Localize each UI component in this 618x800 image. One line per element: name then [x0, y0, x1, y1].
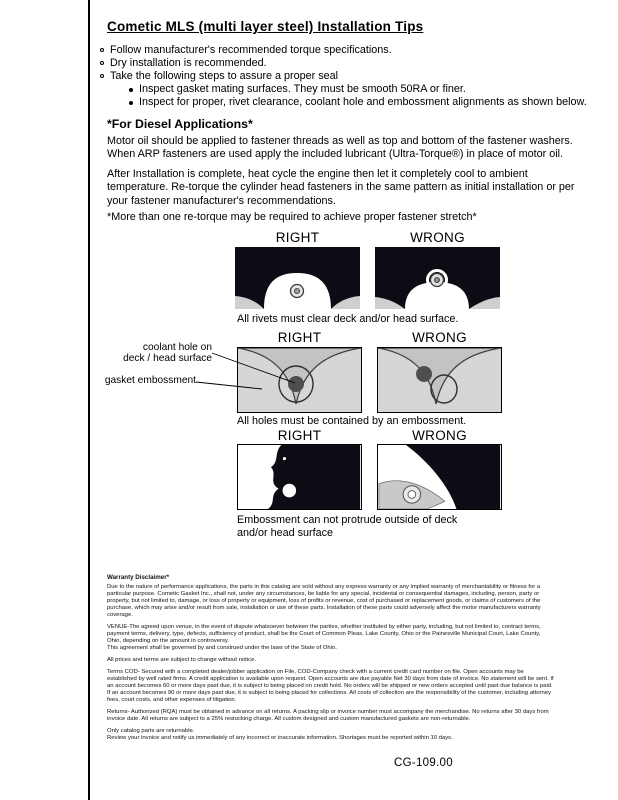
rivet-clear-image: [235, 247, 360, 309]
tip-item: [99, 57, 587, 70]
legal-paragraph: VENUE-The agreed upon venue, in the event of dispute whatsoever between the parties, whether instituted by either party, including, but not limited to, contract terms, payment terms, delivery, type, defects, sufficiency of product, shall be the Court of Common Pleas, Lake County, Ohio or the Painesville Municipal Court, Lake County, Ohio, depending on the amount in controversy.: [107, 624, 541, 644]
embossment-protruding-image: [378, 445, 501, 509]
circle-bullet-icon: [100, 48, 104, 52]
installation-subtips-list: [129, 83, 587, 109]
subtip-text: Inspect for proper, rivet clearance, coolant hole and embossment alignments as shown below.: [139, 96, 587, 108]
embossment-right-diagram: [237, 347, 362, 413]
legal-paragraph: Only catalog parts are returnable.: [107, 728, 195, 734]
retorque-note: *More than one re-torque may be required to achieve proper fastener stretch*: [107, 211, 477, 223]
dot-bullet-icon: [129, 101, 133, 105]
embossment-hole-icon: [283, 484, 297, 498]
callout-line: coolant hole on: [142, 342, 212, 353]
legal-paragraph: Review your invoice and notify us immediately of any incorrect or inaccurate information. Shortages must be reported within 10 days.: [107, 735, 453, 741]
tip-item: [99, 44, 587, 57]
legal-paragraph: Returns- Authorized (RQA) must be obtained in advance on all returns. A packing slip or invoice number must accompany the merchandise. No returns after 30 days from invoice date. All returns are subject to a 25% restocking charge. All custom designed and custom manufactured gaskets are non-returnable.: [107, 709, 549, 722]
dot-bullet-icon: [129, 88, 133, 92]
protrusion-wrong-diagram: [377, 444, 502, 510]
caption-line: and/or head surface: [237, 527, 334, 539]
gasket-embossment-callout: gasket embossment: [104, 375, 196, 386]
page-code: CG-109.00: [394, 757, 453, 769]
hole-contained-image: [238, 348, 361, 412]
legal-section: [107, 574, 554, 747]
hole-outside-image: [378, 348, 501, 412]
legal-paragraph: This agreement shall be governed by and construed under the laws of the State of Ohio.: [107, 645, 337, 651]
warranty-disclaimer-heading: Warranty Disclaimer*: [107, 574, 170, 581]
wrong-label: WRONG: [410, 230, 465, 245]
diesel-applications-heading: *For Diesel Applications*: [107, 117, 253, 131]
tip-item: [99, 70, 587, 109]
legal-paragraph: Terms COD- Secured with a completed dealer/jobber application on File, COD-Company check with a current credit card number on file. Open accounts may be established by well rated firms. A credit application is available upon request. Open accounts are due payable Net 30 days from date of invoice. No statement will be sent. If an account becomes 60 or more days past due, it is subject to being placed on credit hold. No orders will be shipped or new orders accepted until past due balance is paid. If an account becomes 90 or more days past due, it is subject to being placed for collections. All costs of collection are the responsibility of the customer, including attorney fees, court costs, and other expenses of litigation.: [107, 669, 554, 703]
circle-bullet-icon: [100, 74, 104, 78]
subtip-item: [129, 96, 587, 109]
embossment-inside-deck-image: [238, 445, 361, 509]
embossment-caption: All holes must be contained by an embossment.: [237, 415, 467, 427]
diesel-paragraph: After Installation is complete, heat cycle the engine then let it completely cool to ambient temperature. Re-torque the cylinder head fasteners in the same pattern as initial installation or per your fastener manufacturer's recommendations.: [107, 168, 575, 207]
rivet-caption: All rivets must clear deck and/or head surface.: [237, 313, 459, 325]
protrusion-right-diagram: [237, 444, 362, 510]
protrusion-caption: [237, 514, 457, 540]
right-label: RIGHT: [277, 428, 322, 443]
installation-tips-list: [99, 44, 587, 109]
rivet-right-diagram: [235, 247, 360, 309]
subtip-text: Inspect gasket mating surfaces. They must be smooth 50RA or finer.: [139, 83, 466, 95]
subtip-item: [129, 83, 587, 96]
diesel-paragraph: Motor oil should be applied to fastener threads as well as top and bottom of the fastener washers. When ARP fasteners are used apply the included lubricant (Ultra-Torque®) in place of motor oil.: [107, 135, 573, 161]
wrong-label: WRONG: [412, 330, 467, 345]
right-label: RIGHT: [277, 330, 322, 345]
coolant-hole-callout: [120, 342, 212, 364]
embossment-wrong-diagram: [377, 347, 502, 413]
coolant-hole-icon: [288, 376, 304, 392]
legal-paragraph: All prices and terms are subject to change without notice.: [107, 657, 256, 663]
left-vertical-rule: [88, 0, 90, 800]
rivet-overlap-image: [375, 247, 500, 309]
legal-paragraph: Due to the nature of performance applications, the parts in this catalog are sold without any express warranty or any implied warranty of merchantability or fitness for a particular purpose. Cometic Gasket Inc., shall not, under any circumstances, be liable for any special, incidental or consequential damages, including, person, party or property, but not limited to, damage, or loss of property or equipment, loss of profits or revenue, cost of purchased or replacement goods, or claims of customers of the purchase, which may arise and/or result from sale, installation or use of these parts. Installation of these parts could adversely affect the motor manufacturers warranty coverage.: [107, 584, 541, 618]
tip-text: Follow manufacturer's recommended torque specifications.: [110, 44, 392, 56]
wrong-label: WRONG: [412, 428, 467, 443]
callout-line: deck / head surface: [123, 353, 212, 364]
circle-bullet-icon: [100, 61, 104, 65]
coolant-hole-icon: [416, 366, 432, 382]
right-label: RIGHT: [275, 230, 320, 245]
rivet-wrong-diagram: [375, 247, 500, 309]
page-title: Cometic MLS (multi layer steel) Installation Tips: [107, 19, 424, 34]
tip-text: Take the following steps to assure a proper seal: [110, 70, 339, 82]
caption-line: Embossment can not protrude outside of deck: [237, 514, 458, 526]
tip-text: Dry installation is recommended.: [110, 57, 267, 69]
